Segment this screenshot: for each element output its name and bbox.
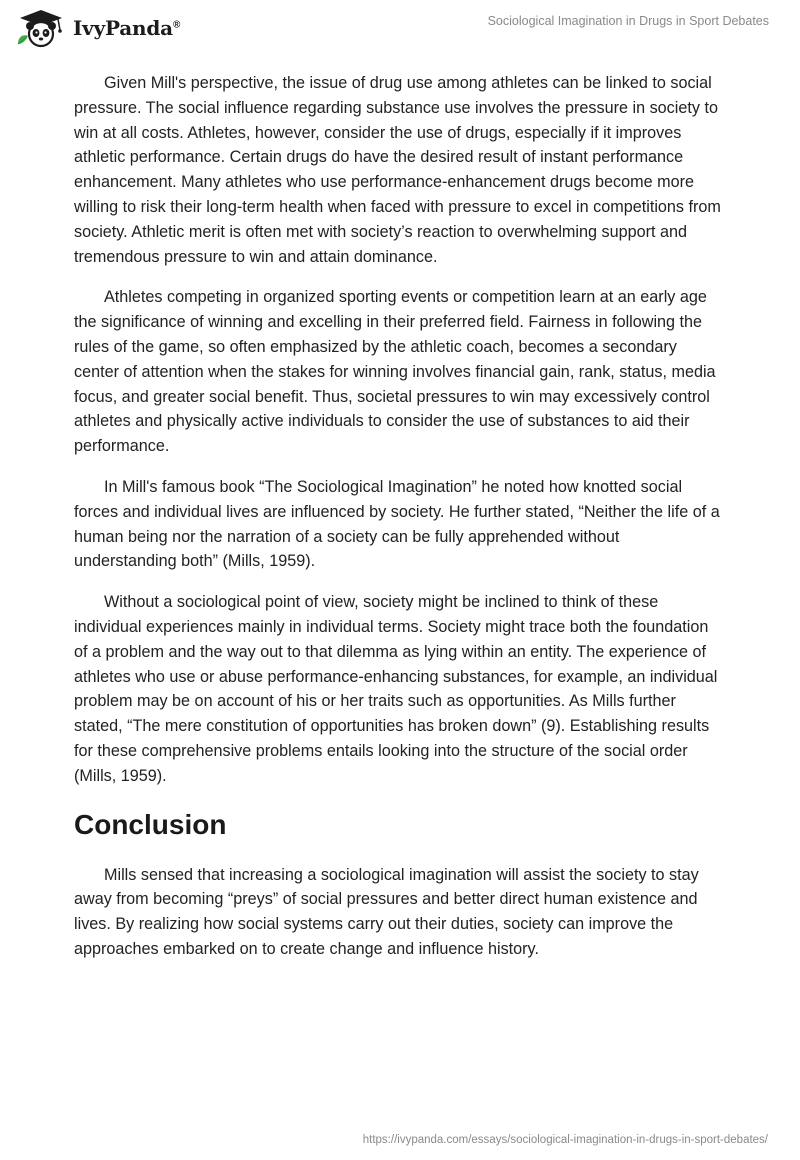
body-paragraph-2: Athletes competing in organized sporting events or competition learn at an early age the significance of winning and excelling in their preferred field. Fairness in following the rules of the game, so often emphasized by the athletic coach, becomes a secondary center of attention when the stakes for winning involves financial gain, rank, status, media focus, and greater social benefit. Thus, societal pressures to win may excessively control athletes and physically active individuals to consider the use of substances to aid their performance. <box>74 288 716 456</box>
panda-graduate-icon <box>14 8 68 48</box>
document-title: Sociological Imagination in Drugs in Sport Debates <box>487 14 769 28</box>
conclusion-heading: Conclusion <box>74 808 227 840</box>
conclusion-paragraph: Mills sensed that increasing a sociological imagination will assist the society to stay away from becoming “preys” of social pressures and better direct human existence and lives. By realizing how social systems carry out their duties, society can improve the approaches embarked on to create change and influence history. <box>74 865 699 958</box>
source-url[interactable]: https://ivypanda.com/essays/sociological-imagination-in-drugs-in-sport-debates/ <box>362 1134 768 1146</box>
page-header <box>0 0 800 60</box>
brand-name-text: IvyPanda <box>73 16 173 40</box>
brand-name <box>73 16 180 40</box>
body-paragraph-1: Given Mill's perspective, the issue of drug use among athletes can be linked to social pressure. The social influence regarding substance use involves the pressure in society to win at all costs. Athletes, however, consider the use of drugs, especially if it improves athletic performance. Certain drugs do have the desired result of instant performance enhancement. Many athletes who use performance-enhancement drugs become more willing to risk their long-term health when faced with pressure to excel in competitions from society. Athletic merit is often met with society’s reaction to overwhelming support and tremendous pressure to win and attain dominance. <box>74 74 721 266</box>
ivypanda-logo[interactable] <box>14 8 180 48</box>
registered-mark: ® <box>172 19 181 31</box>
essay-content <box>74 71 726 978</box>
body-paragraph-4: Without a sociological point of view, society might be inclined to think of these individual experiences mainly in individual terms. Society might trace both the foundation of a problem and the way out to that dilemma as lying within an entity. The experience of athletes who use or abuse performance-enhancing substances, for example, an individual problem may be on account of his or her traits such as opportunities. As Mills further stated, “The mere constitution of opportunities has broken down” (9). Establishing results for these comprehensive problems entails looking into the structure of the social order (Mills, 1959). <box>74 593 718 785</box>
body-paragraph-3: In Mill's famous book “The Sociological Imagination” he noted how knotted social forces and individual lives are influenced by society. He further stated, “Neither the life of a human being nor the narration of a society can be fully apprehended without understanding both” (Mills, 1959). <box>74 477 720 571</box>
